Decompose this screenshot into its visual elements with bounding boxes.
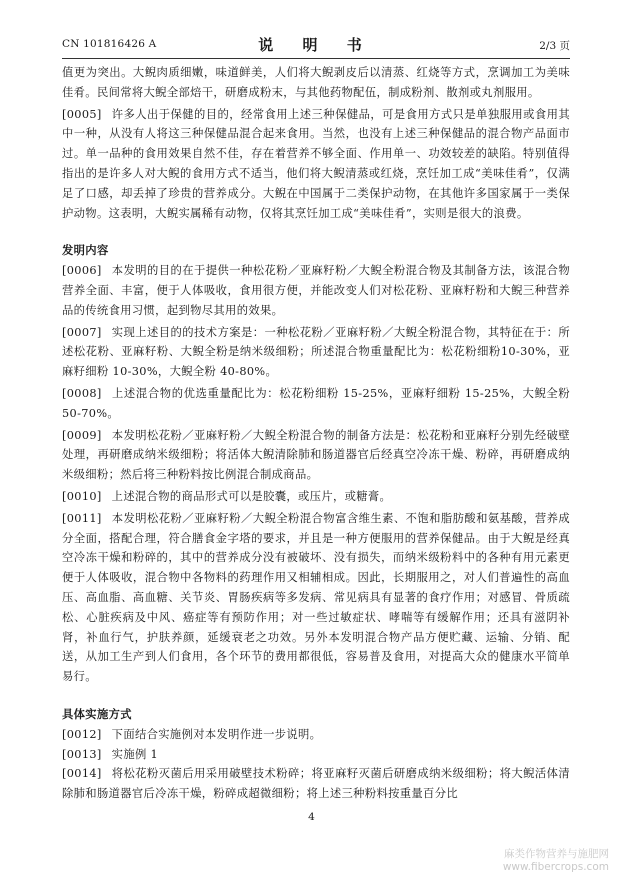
paragraph-number: [0010]	[62, 489, 102, 503]
header-divider	[62, 58, 570, 59]
paragraph-0007: [0007] 实现上述目的的技术方案是：一种松花粉／亚麻籽粉／大鲵全粉混合物，其特征在于：所述松花粉、亚麻籽粉、大鲵全粉是纳米级细粉；所述混合物重量配比为：松花粉细粉10-30%，亚麻籽细粉 10-30%，大鲵全粉 40-80%。	[62, 325, 570, 379]
paragraph-0013: [0013] 实施例 1	[62, 747, 159, 761]
paragraph-0012: [0012] 下面结合实施例对本发明作进一步说明。	[62, 727, 322, 741]
paragraph-number: [0011]	[62, 511, 102, 525]
paragraph-continued: 值更为突出。大鲵肉质细嫩，味道鲜美，人们将大鲵剥皮后以清蒸、红烧等方式，烹调加工为美味佳肴。民间常将大鲵全部焙干，研磨成粉末，与其他药物配伍，制成粉剂、散剂或丸剂服用。	[62, 66, 570, 99]
paragraph-0011: [0011] 本发明松花粉／亚麻籽粉／大鲵全粉混合物富含维生素、不饱和脂肪酸和氨基酸，营养成分全面，搭配合理，符合膳食金字塔的要求，并且是一种方便服用的营养保健品。由于大鲵是经真空冷冻干燥和粉碎的，其中的营养成分没有被破坏、没有损失，而纳米级粉料中的各种有用元素更便于人体吸收，混合物中各物料的药理作用又相辅相成。因此，长期服用之，对人们普遍性的高血压、高血脂、高血糖、关节炎、胃肠疾病等多发病、常见病具有显著的食疗作用；对感冒、骨质疏松、心脏疾病及中风、癌症等有预防作用；对一些过敏症状、哮喘等有缓解作用；还具有滋阴补肾，补血行气，护肤养颜，延缓衰老之功效。另外本发明混合物产品方便贮藏、运输、分销、配送，从加工生产到人们食用，各个环节的费用都很低，容易普及食用，对提高大众的健康水平简单易行。	[62, 511, 570, 684]
paragraph-number: [0006]	[62, 264, 102, 278]
page-indicator: 2/3 页	[539, 40, 570, 52]
paragraph-number: [0008]	[62, 386, 102, 400]
paragraph-0008: [0008] 上述混合物的优选重量配比为：松花粉细粉 15-25%，亚麻籽细粉 15-25%，大鲵全粉 50-70%。	[62, 386, 570, 420]
section-heading-invention: 发明内容	[62, 244, 109, 258]
paragraph-number: [0007]	[62, 325, 102, 339]
page-number: 4	[308, 811, 315, 823]
paragraph-0006: [0006] 本发明的目的在于提供一种松花粉／亚麻籽粉／大鲵全粉混合物及其制备方法，该混合物营养全面、丰富，便于人体吸收，食用很方便，并能改变人们对松花粉、亚麻籽粉和大鲵三种营养品的传统食用习惯，起到物尽其用的效果。	[62, 264, 570, 317]
page-title: 说 明 书	[258, 36, 374, 54]
watermark-title: 麻类作物营养与施肥网	[504, 848, 609, 860]
paragraph-0014: [0014] 将松花粉灭菌后用采用破壁技术粉碎；将亚麻籽灭菌后研磨成纳米级细粉；将大鲵活体清除肺和肠道器官后冷冻干燥，粉碎成超微细粉；将上述三种粉料按重量百分比	[62, 767, 570, 801]
paragraph-number: [0009]	[62, 428, 102, 442]
site-watermark	[479, 848, 609, 874]
paragraph-0009: [0009] 本发明松花粉／亚麻籽粉／大鲵全粉混合物的制备方法是：松花粉和亚麻籽分别先经破壁处理，再研磨成纳米级细粉；将活体大鲵清除肺和肠道器官后经真空冷冻干燥、粉碎，再研磨成纳米级细粉；然后将三种粉料按比例混合制成商品。	[62, 428, 570, 482]
paragraph-number: [0012]	[62, 727, 102, 741]
page-header	[62, 34, 570, 56]
paragraph-number: [0013]	[62, 747, 102, 761]
paragraph-0005: [0005] 许多人出于保健的目的，经常食用上述三种保健品，可是食用方式只是单独服用或食用其中一种，从没有人将这三种保健品混合起来食用。当然，也没有上述三种保健品的混合物产品面市过。单一品种的食用效果自然不佳，存在着营养不够全面、作用单一、功效较差的缺陷。特别值得指出的是许多人对大鲵的食用方式不适当，他们将大鲵清蒸或红烧，烹饪加工成“美味佳肴”，仅满足了口感，却丢掉了珍贵的营养成分。大鲵在中国属于二类保护动物，在其他许多国家属于一类保护动物。这表明，大鲵实属稀有动物，仅将其烹饪加工成“美味佳肴”，实则是很大的浪费。	[62, 107, 570, 220]
paragraph-number: [0005]	[62, 107, 102, 121]
document-body	[62, 63, 570, 804]
section-heading-embodiment: 具体实施方式	[62, 707, 132, 721]
document-id: CN 101816426 A	[62, 38, 157, 50]
paragraph-0010: [0010] 上述混合物的商品形式可以是胶囊，或压片，或糖膏。	[62, 489, 392, 503]
paragraph-number: [0014]	[62, 767, 102, 781]
watermark-url: www.fibercrops.com	[502, 861, 609, 873]
